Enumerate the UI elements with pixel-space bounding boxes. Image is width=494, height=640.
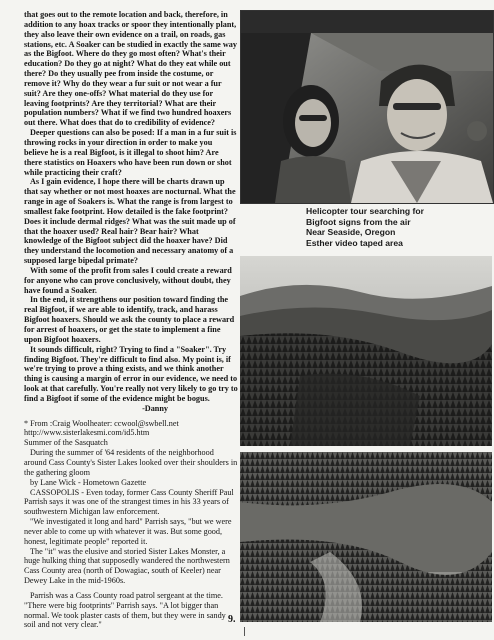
article-paragraph: Summer of the Sasquatch <box>24 438 108 448</box>
article-paragraph: -Danny <box>142 403 168 413</box>
article-paragraph: The "it" was the elusive and storied Sister Lakes Monster, a huge hulking thing that supposedly wandered the northwestern Cass County area (north of Dowagiac, south of Keeler) near Dewey Lake in the mid-1960s. <box>24 546 230 586</box>
photo-caption <box>306 206 456 248</box>
forest-aerial-photo-1 <box>240 256 492 446</box>
article-paragraph: that goes out to the remote location and back, therefore, in addition to any hoax tracks or spoor they intentionally plant, they also leave their own evidence on a trail, on roads, gas stations, etc. A Soaker can be studied in exactly the same way as the Bigfoot. Where do they go most often? What's their education? Do they go at night? What do they eat while out there? Do they usually pee from inside the costume, or remove it? Why do they wear a fur suit or not wear a fur suit? Are they one-offs? What material do they use for leaving footprints? Are they territorial? What are their population numbers? What if we find two hundred hoaxers out there. What does that do to credibility of evidence? <box>24 10 237 128</box>
article-paragraph: With some of the profit from sales I could create a reward for anyone who can prove conclusively, without doubt, they have found a Soaker. <box>24 265 232 295</box>
page-number: 9. <box>228 614 236 625</box>
caption-line: Helicopter tour searching for <box>306 206 424 216</box>
article-paragraph: * From :Craig Woolheater: ccwool@swbell.net <box>24 418 179 428</box>
article-paragraph: Deeper questions can also be posed: If a man in a fur suit is throwing rocks in your direction in order to make you believe he is a real Bigfoot, is it illegal to shoot him? Are there statistics on Hoaxers who have been run down or shot while practicing their craft? <box>24 128 237 177</box>
article-paragraph: In the end, it strengthens our position toward finding the real Bigfoot, if we are able to identify, track, and harass Bigfoot hoaxers. Should we ask the county to place a reward for arrest of hoaxers, or get the state to implement a fine upon Bigfoot hoaxers. <box>24 295 235 344</box>
article-paragraph: It sounds difficult, right? Trying to find a "Soaker". Try finding Bigfoot. They're difficult to find also. My point is, if we're trying to prove a thing exists, and we think another thing is causing a margin of error in our evidence, we need to look at that carefully. You're really not very likely to go try to find a Bigfoot if some of the evidence might be bogus. <box>24 344 238 403</box>
article-paragraph: http://www.sisterlakesmi.com/id5.htm <box>24 428 150 438</box>
caption-line: Esther video taped area <box>306 237 403 248</box>
helicopter-passengers-photo <box>240 10 494 204</box>
article-paragraph: Parrish was a Cass County road patrol sergeant at the time. "There were big footprints" Parrish says. "A lot bigger than normal. We took plaster casts of them, but they were in sandy soil and not very clear." <box>24 590 226 630</box>
article-column <box>24 10 238 630</box>
article-paragraph: by Lane Wick - Hometown Gazette <box>30 477 147 487</box>
edge-mark <box>244 627 245 636</box>
article-paragraph: During the summer of '64 residents of the neighborhood around Cass County's Sister Lakes looked over their shoulders in the gathering gloom <box>24 448 238 477</box>
article-paragraph: As I gain evidence, I hope there will be charts drawn up that say whether or not most hoaxes are nocturnal. What the range in age of Soakers is. What the range is from largest to smallest fake footprint. How detailed is the fake footprint? Does it include dermal ridges? What was the suit made up of that the hoaxer used? Real hair? Bear hair? What knowledge of the Bigfoot subject did the hoaxer have? Did they understand the locomotion and necessary anatomy of a supposed large bipedal primate? <box>24 177 236 266</box>
article-paragraph: "We investigated it long and hard" Parrish says, "but we were never able to come up with whatever it was. But some good, honest, legitimate people" reported it. <box>24 517 232 546</box>
caption-line: Near Seaside, Oregon <box>306 227 396 238</box>
forest-aerial-photo-2 <box>240 452 492 622</box>
caption-line: Bigfoot signs from the air <box>306 216 411 227</box>
article-paragraph: CASSOPOLIS - Even today, former Cass County Sheriff Paul Parrish says it was one of the strangest times in his 33 years of southwestern Michigan law enforcement. <box>24 487 234 517</box>
